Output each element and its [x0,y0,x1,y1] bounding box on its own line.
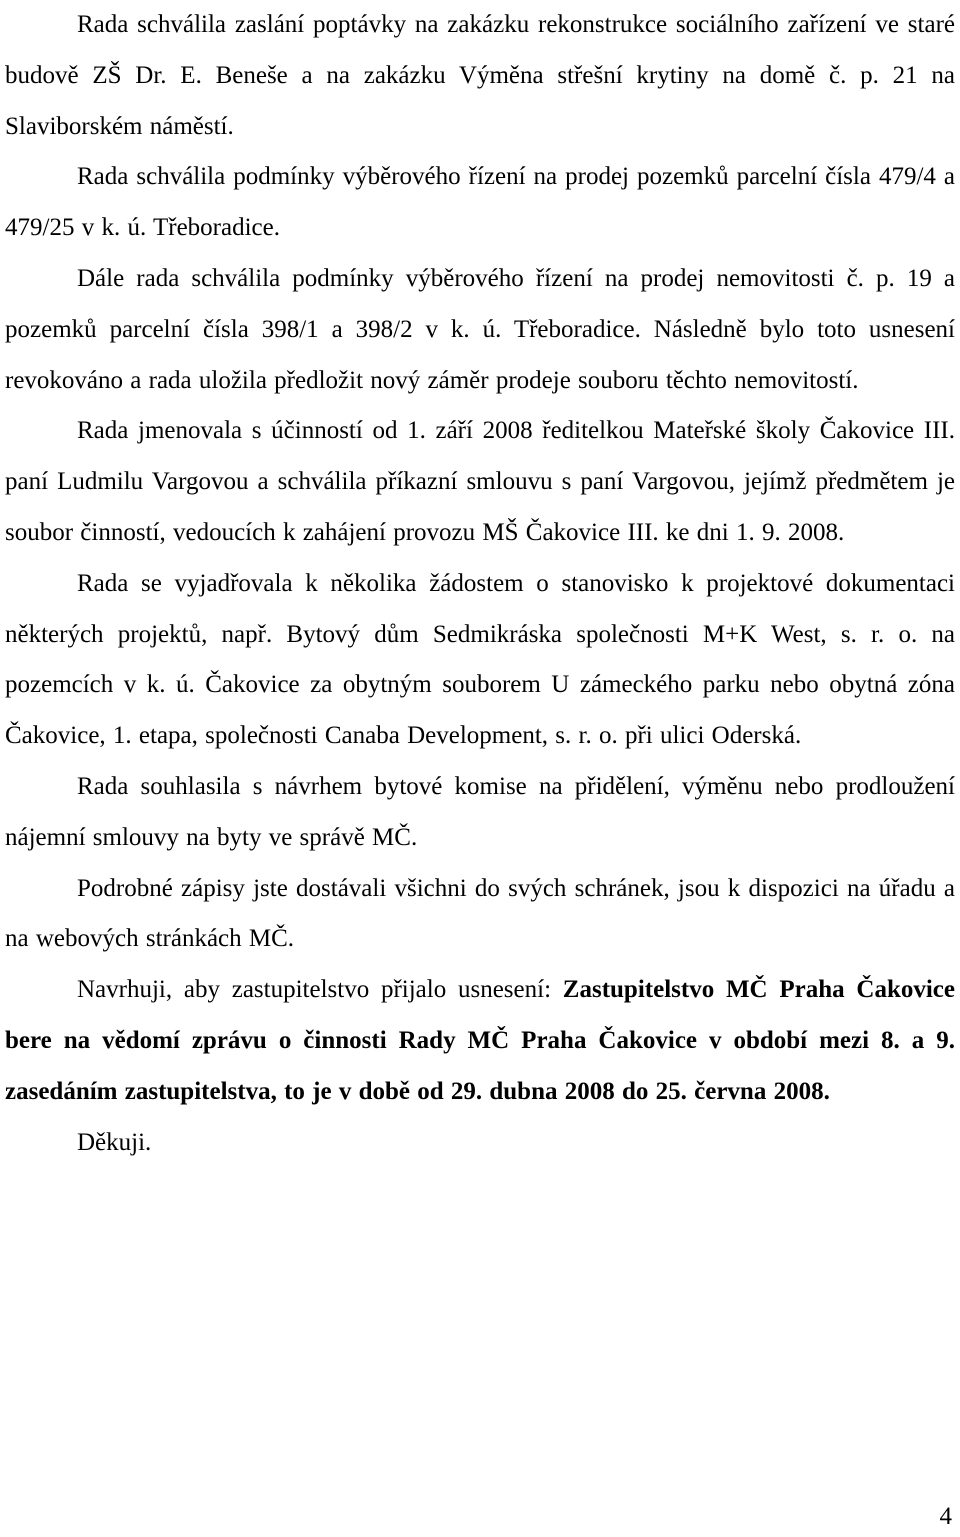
paragraph-land-sale-conditions: Rada schválila podmínky výběrového řízení na prodej pozemků parcelní čísla 479/4 a 479/25 v k. ú. Třeboradice. [5,163,955,242]
paragraph-housing-committee: Rada souhlasila s návrhem bytové komise na přidělení, výměnu nebo prodloužení nájemní smlouvy na byty ve správě MČ. [5,772,955,851]
closing-thanks: Děkuji. [77,1128,152,1156]
page-number: 4 [939,1503,952,1530]
proposal-resolution: Zastupitelstvo MČ Praha Čakovice bere na vědomí zprávu o činnosti Rady MČ Praha Čakovice v období mezi 8. a 9. zasedáním zastupitelstva, to je v době od 29. dubna 2008 do 25. června 2008. [5,976,955,1105]
paragraph-project-documentation: Rada se vyjadřovala k několika žádostem o stanovisko k projektové dokumentaci některých projektů, např. Bytový dům Sedmikráska společnosti M+K West, s. r. o. na pozemcích v k. ú. Čakovice za obytným souborem U zámeckého parku nebo obytná zóna Čakovice, 1. etapa, společnosti Canaba Development, s. r. o. při ulici Oderská. [5,569,955,750]
document-page [5,0,955,1168]
paragraph-property-sale-revoked: Dále rada schválila podmínky výběrového řízení na prodej nemovitosti č. p. 19 a pozemků parcelní čísla 398/1 a 398/2 v k. ú. Třeboradice. Následně bylo toto usnesení revokováno a rada uložila předložit nový záměr prodeje souboru těchto nemovitostí. [5,264,955,394]
paragraph-kindergarten-director: Rada jmenovala s účinností od 1. září 2008 ředitelkou Mateřské školy Čakovice III. paní Ludmilu Vargovou a schválila příkazní smlouvu s paní Vargovou, jejímž předmětem je soubor činností, vedoucích k zahájení provozu MŠ Čakovice III. ke dni 1. 9. 2008. [5,417,955,546]
paragraph-tender-requests: Rada schválila zaslání poptávky na zakázku rekonstrukce sociálního zařízení ve staré budově ZŠ Dr. E. Beneše a na zakázku Výměna střešní krytiny na domě č. p. 21 na Slaviborském náměstí. [5,11,955,140]
paragraph-resolution-proposal [5,965,955,1117]
paragraph-detailed-minutes: Podrobné zápisy jste dostávali všichni do svých schránek, jsou k dispozici na úřadu a na webových stránkách MČ. [5,874,955,953]
proposal-intro: Navrhuji, aby zastupitelstvo přijalo usnesení: [77,976,563,1004]
